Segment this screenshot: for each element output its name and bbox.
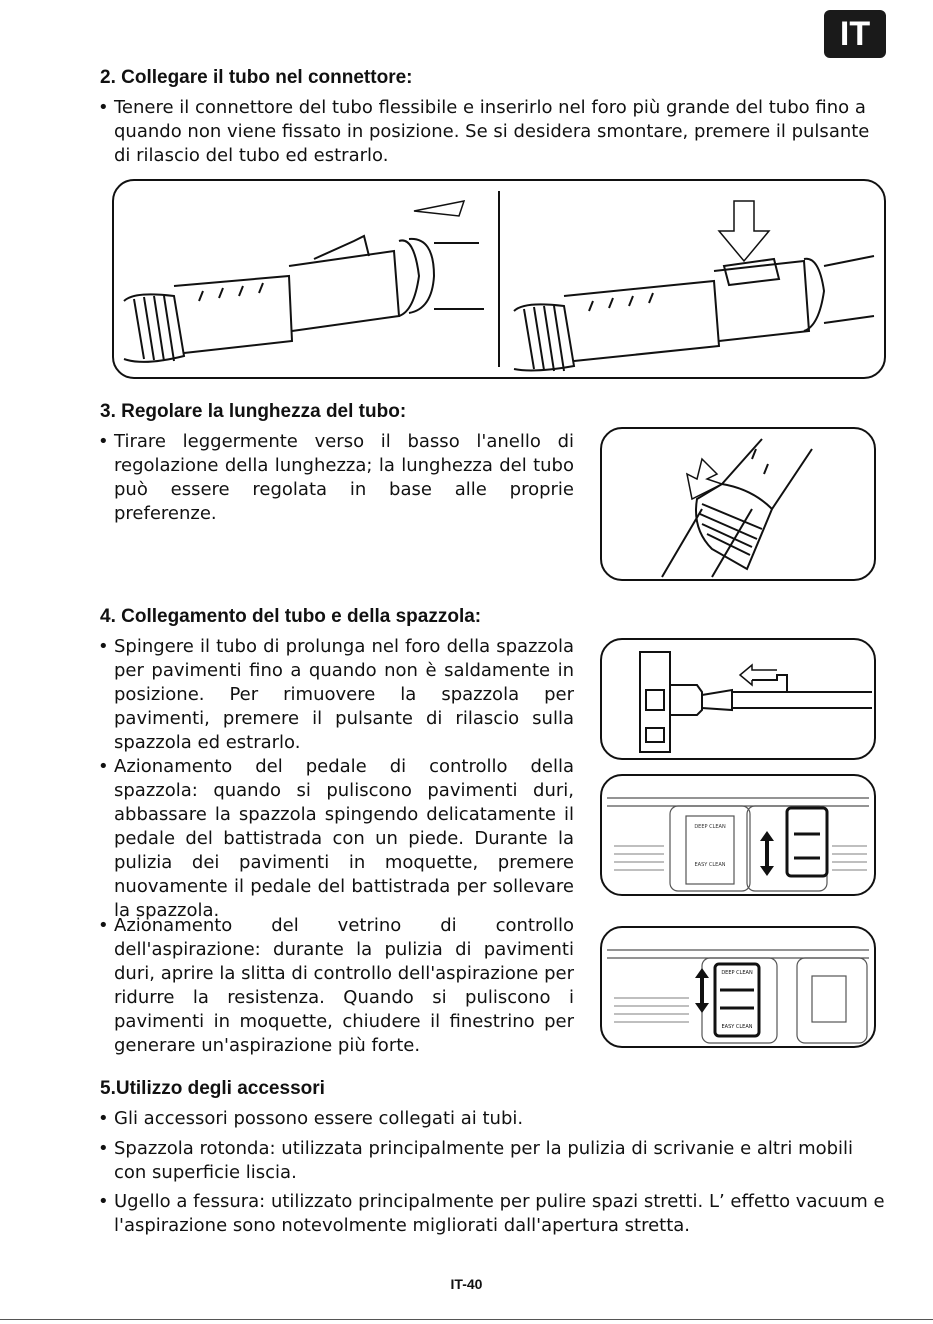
section-5-text-2: Spazzola rotonda: utilizzata principalmente per la pulizia di scrivanie e altri mobili con superficie liscia. bbox=[114, 1138, 854, 1183]
bullet: • bbox=[98, 97, 109, 118]
suction-label-top: DEEP CLEAN bbox=[721, 970, 753, 976]
section-4-paragraph-3 bbox=[98, 914, 574, 1058]
section-5-paragraph-2 bbox=[98, 1137, 889, 1185]
section-4-heading: 4. Collegamento del tubo e della spazzola: bbox=[100, 606, 482, 627]
section-4-paragraph-1 bbox=[98, 635, 574, 755]
section-4-text-1: Spingere il tubo di prolunga nel foro della spazzola per pavimenti fino a quando non è saldamente in posizione. Per rimuovere la spazzola per pavimenti, premere il pulsante di rilascio sulla spazzola ed estrarlo. bbox=[114, 636, 574, 753]
section-3-text: Tirare leggermente verso il basso l'anello di regolazione della lunghezza; la lunghezza del tubo può essere regolata in base alle proprie preferenze. bbox=[114, 431, 574, 524]
section-2-text: Tenere il connettore del tubo flessibile e inserirlo nel foro più grande del tubo fino a quando non viene fissato in posizione. Se si desidera smontare, premere il pulsante di rilascio del tubo ed estrarlo. bbox=[114, 97, 870, 166]
figure-hose-connector bbox=[112, 179, 886, 379]
section-4-text-2: Azionamento del pedale di controllo della spazzola: quando si puliscono pavimenti duri, abbassare la spazzola spingendo delicatamente il pedale del battistrada con un piede. Durante la pulizia dei pavimenti in moquette, premere nuovamente il pedale del battistrada per sollevare la spazzola. bbox=[114, 756, 574, 921]
bullet: • bbox=[98, 431, 109, 452]
brush-connect-illustration bbox=[602, 640, 874, 758]
section-5-text-3: Ugello a fessura: utilizzato principalmente per pulire spazi stretti. L’ effetto vacuum e l'aspirazione sono notevolmente migliorati dall'apertura stretta. bbox=[114, 1191, 885, 1236]
figure-suction-control bbox=[600, 926, 876, 1048]
pedal-control-illustration bbox=[602, 776, 874, 894]
bottom-rule bbox=[0, 1319, 933, 1320]
section-5-paragraph-1 bbox=[98, 1107, 889, 1131]
bullet: • bbox=[98, 915, 109, 936]
bullet: • bbox=[98, 1138, 109, 1159]
section-5-heading: 5.Utilizzo degli accessori bbox=[100, 1078, 325, 1099]
figure-brush-connect bbox=[600, 638, 876, 760]
pedal-label-top: DEEP CLEAN bbox=[694, 824, 726, 830]
bullet: • bbox=[98, 1191, 109, 1212]
suction-control-illustration bbox=[602, 928, 874, 1046]
section-3-paragraph bbox=[98, 430, 574, 526]
hose-connector-illustration bbox=[114, 181, 884, 377]
section-2-paragraph bbox=[98, 96, 889, 168]
figure-pedal-control bbox=[600, 774, 876, 896]
section-4-text-3: Azionamento del vetrino di controllo dell'aspirazione: durante la pulizia di pavimenti duri, aprire la slitta di controllo dell'aspirazione per ridurre la resistenza. Quando si puliscono i pavimenti in moquette, chiudere il finestrino per generare un'aspirazione più forte. bbox=[114, 915, 574, 1056]
suction-label-bottom: EASY CLEAN bbox=[721, 1024, 753, 1030]
page-number: IT-40 bbox=[450, 1276, 483, 1292]
figure-length-adjust bbox=[600, 427, 876, 581]
bullet: • bbox=[98, 1108, 109, 1129]
pedal-label-bottom: EASY CLEAN bbox=[694, 862, 726, 868]
section-5-text-1: Gli accessori possono essere collegati ai tubi. bbox=[114, 1108, 524, 1129]
language-badge: IT bbox=[824, 10, 886, 58]
section-3-heading: 3. Regolare la lunghezza del tubo: bbox=[100, 401, 407, 422]
section-4-paragraph-2 bbox=[98, 755, 574, 923]
section-2-heading: 2. Collegare il tubo nel connettore: bbox=[100, 67, 413, 88]
section-5-paragraph-3 bbox=[98, 1190, 889, 1238]
length-adjust-illustration bbox=[602, 429, 874, 579]
bullet: • bbox=[98, 636, 109, 657]
bullet: • bbox=[98, 756, 109, 777]
